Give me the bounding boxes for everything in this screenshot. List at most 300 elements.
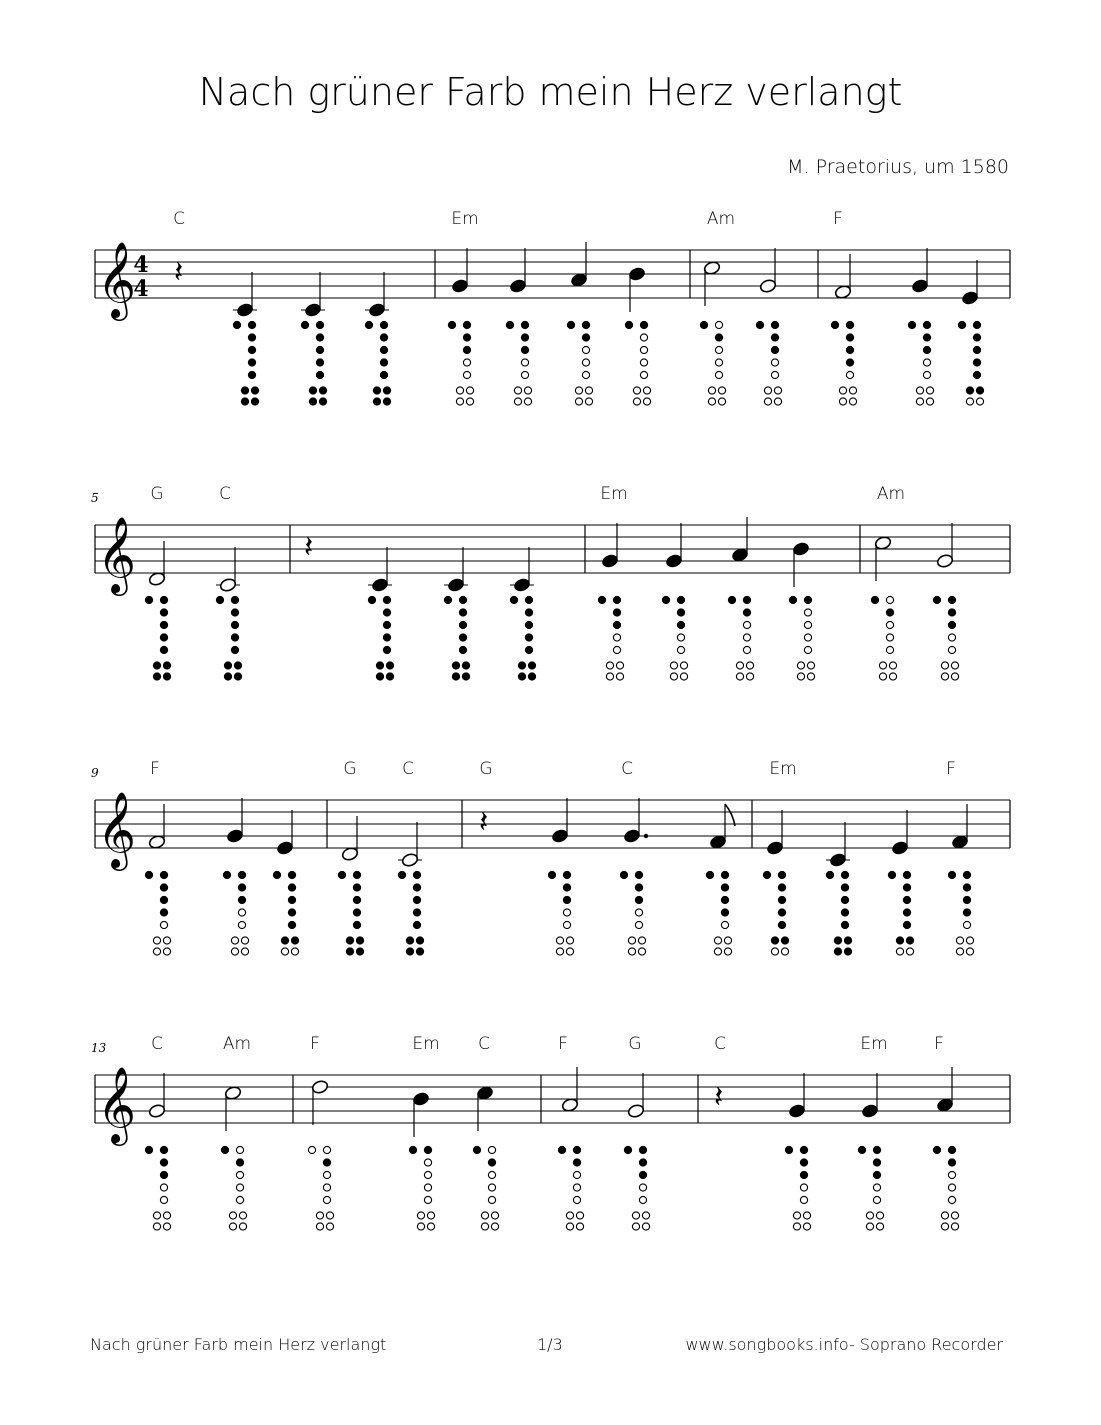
note: [233, 272, 257, 318]
finger-hole: [879, 673, 886, 680]
notehead: [371, 577, 389, 592]
finger-hole: [642, 1223, 649, 1230]
fingering-chart: [558, 1146, 583, 1230]
chord-symbol: G: [628, 1034, 642, 1054]
finger-hole: [966, 937, 973, 944]
finger-hole: [573, 1159, 580, 1166]
note: [311, 1079, 329, 1125]
thumb-hole: [221, 1146, 228, 1153]
finger-hole: [518, 662, 525, 669]
finger-hole: [383, 387, 390, 394]
finger-hole: [771, 346, 778, 353]
finger-hole: [846, 371, 853, 378]
treble-clef: 𝄞: [97, 791, 137, 868]
finger-hole: [459, 646, 466, 653]
finger-hole: [514, 387, 521, 394]
finger-hole: [841, 871, 848, 878]
finger-hole: [797, 673, 804, 680]
notehead: [219, 577, 237, 592]
finger-hole: [160, 596, 167, 603]
finger-hole: [406, 937, 413, 944]
finger-hole: [528, 662, 535, 669]
finger-hole: [316, 346, 323, 353]
note: [398, 822, 422, 868]
finger-hole: [976, 398, 983, 405]
measure-number: 13: [91, 1041, 107, 1055]
finger-hole: [424, 1196, 431, 1203]
finger-hole: [563, 871, 570, 878]
finger-hole: [639, 1146, 646, 1153]
fingering-chart: [933, 1146, 958, 1230]
finger-hole: [241, 937, 248, 944]
finger-hole: [488, 1184, 495, 1191]
finger-hole: [424, 1159, 431, 1166]
finger-hole: [923, 334, 930, 341]
finger-hole: [951, 1212, 958, 1219]
finger-hole: [241, 948, 248, 955]
finger-hole: [383, 634, 390, 641]
chord-symbol: C: [478, 1034, 490, 1054]
finger-hole: [481, 1223, 488, 1230]
finger-hole: [231, 948, 238, 955]
finger-hole: [323, 1184, 330, 1191]
notehead: [561, 1097, 579, 1112]
finger-hole: [797, 662, 804, 669]
note: [936, 1067, 954, 1113]
finger-hole: [903, 921, 910, 928]
finger-hole: [563, 884, 570, 891]
notehead: [874, 535, 892, 550]
fingering-chart: [756, 321, 781, 405]
finger-hole: [316, 1223, 323, 1230]
finger-hole: [973, 371, 980, 378]
note: [703, 260, 721, 306]
finger-hole: [721, 871, 728, 878]
finger-hole: [715, 321, 722, 328]
finger-hole: [724, 937, 731, 944]
finger-hole: [715, 371, 722, 378]
finger-hole: [886, 621, 893, 628]
note: [891, 810, 909, 856]
thumb-hole: [728, 596, 735, 603]
finger-hole: [896, 948, 903, 955]
thumb-hole: [510, 596, 517, 603]
fingering-chart: [933, 596, 958, 680]
note: [341, 816, 359, 862]
finger-hole: [575, 398, 582, 405]
thumb-hole: [448, 321, 455, 328]
note: [551, 798, 569, 844]
finger-hole: [793, 1212, 800, 1219]
finger-hole: [413, 871, 420, 878]
note: [561, 1067, 579, 1113]
notehead: [709, 834, 727, 849]
finger-hole: [585, 398, 592, 405]
finger-hole: [424, 1146, 431, 1153]
finger-hole: [466, 387, 473, 394]
note: [412, 1091, 430, 1137]
thumb-hole: [233, 321, 240, 328]
finger-hole: [642, 1212, 649, 1219]
finger-hole: [876, 1212, 883, 1219]
notehead: [936, 1097, 954, 1112]
finger-hole: [566, 1212, 573, 1219]
notehead: [412, 1091, 430, 1106]
finger-hole: [886, 646, 893, 653]
fingering-chart: [223, 871, 248, 955]
finger-hole: [804, 609, 811, 616]
thumb-hole: [826, 871, 833, 878]
chord-symbol: C: [402, 759, 414, 779]
finger-hole: [427, 1212, 434, 1219]
thumb-hole: [273, 871, 280, 878]
finger-hole: [677, 621, 684, 628]
finger-hole: [582, 321, 589, 328]
notehead: [236, 302, 254, 317]
finger-hole: [316, 334, 323, 341]
chord-symbol: C: [714, 1034, 726, 1054]
finger-hole: [635, 921, 642, 928]
finger-hole: [288, 884, 295, 891]
finger-hole: [463, 359, 470, 366]
finger-hole: [804, 621, 811, 628]
finger-hole: [288, 896, 295, 903]
finger-hole: [633, 387, 640, 394]
finger-hole: [466, 398, 473, 405]
finger-hole: [160, 1159, 167, 1166]
finger-hole: [356, 948, 363, 955]
finger-hole: [236, 1171, 243, 1178]
finger-hole: [973, 346, 980, 353]
fingering-chart: [409, 1146, 434, 1230]
finger-hole: [633, 398, 640, 405]
finger-hole: [160, 896, 167, 903]
finger-hole: [514, 398, 521, 405]
finger-hole: [163, 662, 170, 669]
finger-hole: [844, 937, 851, 944]
finger-hole: [846, 359, 853, 366]
note: [792, 541, 810, 587]
finger-hole: [923, 359, 930, 366]
finger-hole: [582, 334, 589, 341]
finger-hole: [416, 948, 423, 955]
finger-hole: [251, 387, 258, 394]
finger-hole: [231, 646, 238, 653]
finger-hole: [903, 896, 910, 903]
note: [510, 547, 534, 593]
note: [961, 260, 979, 306]
finger-hole: [291, 937, 298, 944]
dot: [644, 834, 648, 838]
finger-hole: [241, 387, 248, 394]
note: [148, 804, 166, 850]
finger-hole: [951, 1223, 958, 1230]
fingering-chart: [398, 871, 423, 955]
finger-hole: [319, 387, 326, 394]
finger-hole: [886, 634, 893, 641]
chord-symbol: C: [151, 1034, 163, 1054]
finger-hole: [613, 596, 620, 603]
finger-hole: [309, 387, 316, 394]
finger-hole: [353, 871, 360, 878]
finger-hole: [804, 646, 811, 653]
finger-hole: [743, 621, 750, 628]
fingering-chart: [948, 871, 973, 955]
finger-hole: [800, 1159, 807, 1166]
finger-hole: [229, 1212, 236, 1219]
thumb-hole: [368, 596, 375, 603]
finger-hole: [380, 334, 387, 341]
finger-hole: [778, 909, 785, 916]
finger-hole: [778, 896, 785, 903]
notehead: [861, 1103, 879, 1118]
finger-hole: [373, 387, 380, 394]
note: [623, 798, 648, 844]
finger-hole: [866, 1212, 873, 1219]
finger-hole: [521, 346, 528, 353]
thumb-hole: [444, 596, 451, 603]
finger-hole: [948, 621, 955, 628]
finger-hole: [521, 321, 528, 328]
finger-hole: [841, 884, 848, 891]
finger-hole: [879, 662, 886, 669]
finger-hole: [281, 937, 288, 944]
chord-symbol: Am: [876, 484, 906, 504]
finger-hole: [224, 673, 231, 680]
chord-symbol: G: [343, 759, 357, 779]
fingering-chart: [145, 1146, 170, 1230]
note: [226, 798, 244, 844]
finger-hole: [635, 871, 642, 878]
fingering-chart: [308, 1146, 333, 1230]
finger-hole: [807, 662, 814, 669]
chord-symbol: F: [150, 759, 160, 779]
finger-hole: [889, 662, 896, 669]
finger-hole: [677, 609, 684, 616]
finger-hole: [585, 387, 592, 394]
finger-hole: [316, 371, 323, 378]
finger-hole: [926, 398, 933, 405]
fingering-chart: [831, 321, 856, 405]
finger-hole: [715, 359, 722, 366]
finger-hole: [380, 321, 387, 328]
note: [570, 242, 588, 288]
finger-hole: [718, 387, 725, 394]
thumb-hole: [145, 596, 152, 603]
finger-hole: [639, 1196, 646, 1203]
finger-hole: [229, 1223, 236, 1230]
finger-hole: [528, 673, 535, 680]
thumb-hole: [620, 871, 627, 878]
thumb-hole: [700, 321, 707, 328]
finger-hole: [778, 884, 785, 891]
finger-hole: [677, 646, 684, 653]
note: [365, 272, 389, 318]
finger-hole: [948, 1184, 955, 1191]
fingering-chart: [700, 321, 725, 405]
finger-hole: [771, 371, 778, 378]
finger-hole: [582, 359, 589, 366]
thumb-hole: [338, 871, 345, 878]
finger-hole: [635, 896, 642, 903]
finger-hole: [576, 1223, 583, 1230]
finger-hole: [639, 1159, 646, 1166]
finger-hole: [563, 921, 570, 928]
chord-symbol: Em: [412, 1034, 440, 1054]
thumb-hole: [506, 321, 513, 328]
finger-hole: [353, 909, 360, 916]
finger-hole: [632, 1212, 639, 1219]
finger-hole: [771, 937, 778, 944]
finger-hole: [804, 634, 811, 641]
fingering-chart: [728, 596, 753, 680]
finger-hole: [346, 948, 353, 955]
finger-hole: [963, 871, 970, 878]
finger-hole: [427, 1223, 434, 1230]
note: [826, 822, 850, 868]
thumb-hole: [831, 321, 838, 328]
finger-hole: [241, 398, 248, 405]
finger-hole: [491, 1223, 498, 1230]
finger-hole: [906, 948, 913, 955]
finger-hole: [376, 673, 383, 680]
finger-hole: [326, 1223, 333, 1230]
finger-hole: [613, 634, 620, 641]
finger-hole: [839, 398, 846, 405]
finger-hole: [841, 921, 848, 928]
finger-hole: [231, 937, 238, 944]
fingering-chart: [338, 871, 363, 955]
finger-hole: [721, 921, 728, 928]
finger-hole: [606, 662, 613, 669]
chord-symbol: F: [934, 1034, 944, 1054]
finger-hole: [323, 1171, 330, 1178]
finger-hole: [452, 662, 459, 669]
finger-hole: [736, 673, 743, 680]
finger-hole: [606, 673, 613, 680]
chord-symbol: Em: [860, 1034, 888, 1054]
chord-symbol: C: [219, 484, 231, 504]
finger-hole: [288, 871, 295, 878]
note: [451, 248, 469, 294]
notehead: [834, 284, 852, 299]
finger-hole: [386, 673, 393, 680]
finger-hole: [383, 609, 390, 616]
fingering-chart: [858, 1146, 883, 1230]
finger-hole: [632, 1223, 639, 1230]
finger-hole: [153, 662, 160, 669]
finger-hole: [575, 387, 582, 394]
fingering-chart: [789, 596, 814, 680]
finger-hole: [771, 321, 778, 328]
finger-hole: [231, 609, 238, 616]
finger-hole: [573, 1171, 580, 1178]
finger-hole: [873, 1184, 880, 1191]
chord-symbol: Am: [222, 1034, 252, 1054]
notehead: [476, 1085, 494, 1100]
finger-hole: [163, 1223, 170, 1230]
finger-hole: [923, 321, 930, 328]
notehead: [627, 1103, 645, 1118]
fingering-chart: [662, 596, 687, 680]
finger-hole: [424, 1171, 431, 1178]
finger-hole: [236, 1159, 243, 1166]
thumb-hole: [662, 596, 669, 603]
finger-hole: [846, 346, 853, 353]
finger-hole: [491, 1212, 498, 1219]
thumb-hole: [598, 596, 605, 603]
finger-hole: [680, 673, 687, 680]
finger-hole: [248, 359, 255, 366]
thumb-hole: [301, 321, 308, 328]
notehead: [829, 852, 847, 867]
finger-hole: [459, 634, 466, 641]
finger-hole: [640, 359, 647, 366]
finger-hole: [238, 921, 245, 928]
note: [148, 1073, 166, 1119]
finger-hole: [234, 673, 241, 680]
quarter-rest: 𝄽: [714, 1080, 724, 1115]
finger-hole: [778, 871, 785, 878]
finger-hole: [424, 1184, 431, 1191]
notehead: [451, 278, 469, 293]
finger-hole: [459, 621, 466, 628]
note: [709, 804, 735, 850]
finger-hole: [481, 1212, 488, 1219]
finger-hole: [563, 909, 570, 916]
thumb-hole: [789, 596, 796, 603]
finger-hole: [839, 387, 846, 394]
finger-hole: [316, 321, 323, 328]
fingering-chart: [706, 871, 731, 955]
fingering-chart: [506, 321, 531, 405]
note: [627, 1073, 645, 1119]
finger-hole: [778, 921, 785, 928]
chord-symbol: C: [621, 759, 633, 779]
finger-hole: [743, 634, 750, 641]
note: [951, 804, 969, 850]
quarter-rest: 𝄽: [174, 255, 184, 290]
finger-hole: [576, 1212, 583, 1219]
notehead: [951, 834, 969, 849]
fingering-chart: [145, 871, 170, 955]
notehead: [623, 828, 641, 843]
finger-hole: [488, 1146, 495, 1153]
note: [476, 1085, 494, 1131]
finger-hole: [463, 346, 470, 353]
finger-hole: [153, 948, 160, 955]
staff-system: [91, 1034, 1010, 1146]
time-signature-numerator: 4: [133, 252, 149, 278]
finger-hole: [413, 921, 420, 928]
finger-hole: [518, 673, 525, 680]
finger-hole: [456, 387, 463, 394]
finger-hole: [846, 321, 853, 328]
thumb-hole: [858, 1146, 865, 1153]
note: [444, 547, 468, 593]
finger-hole: [452, 673, 459, 680]
finger-hole: [160, 909, 167, 916]
notehead: [731, 547, 749, 562]
note: [766, 810, 784, 856]
finger-hole: [238, 909, 245, 916]
finger-hole: [316, 359, 323, 366]
finger-hole: [873, 1159, 880, 1166]
finger-hole: [353, 884, 360, 891]
finger-hole: [573, 1196, 580, 1203]
finger-hole: [963, 921, 970, 928]
finger-hole: [386, 662, 393, 669]
